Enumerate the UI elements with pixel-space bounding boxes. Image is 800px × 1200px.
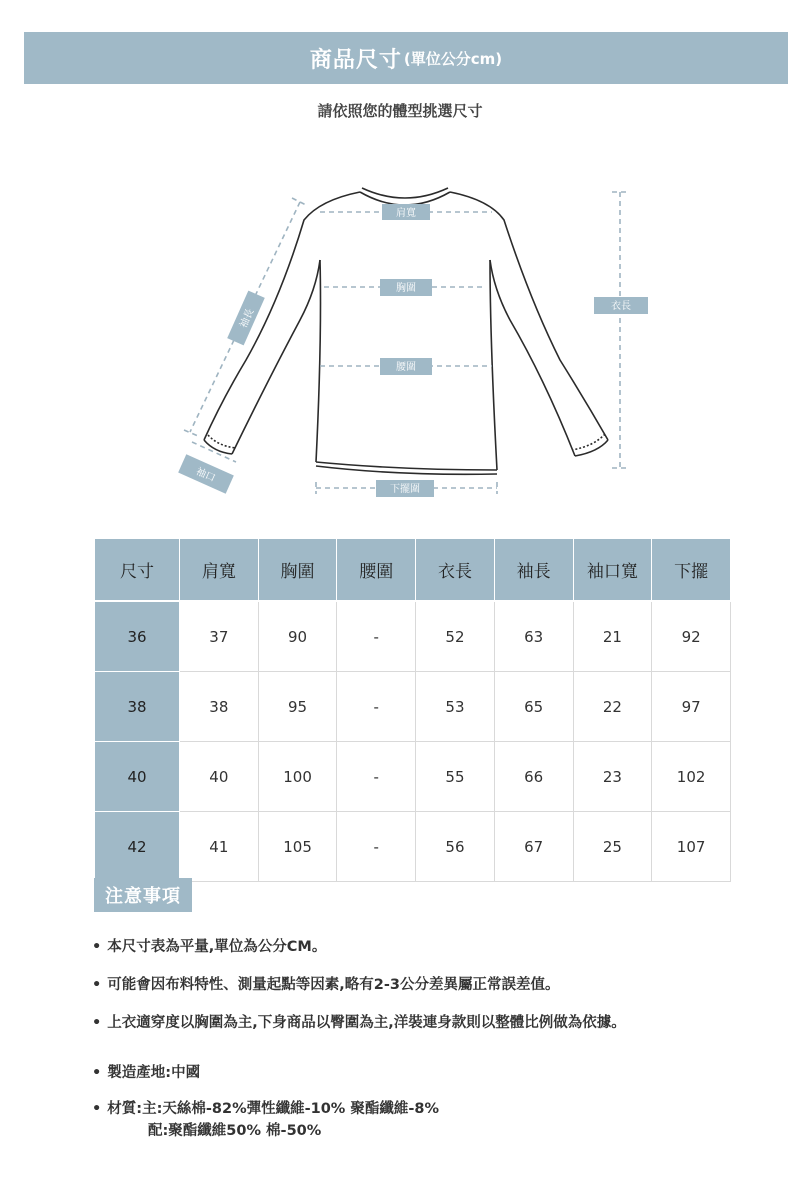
size-cell: 42 [95,812,180,882]
table-row [95,672,731,742]
table-cell: 66 [494,742,573,812]
table-cell: 41 [180,812,259,882]
bullet: • [92,1101,102,1117]
table-row [95,742,731,812]
table-cell: 65 [494,672,573,742]
svg-text:腰圍: 腰圍 [396,362,416,373]
table-cell: 37 [180,601,259,672]
label-chest [380,279,432,296]
table-cell: 67 [494,812,573,882]
table-header-row [95,539,731,602]
svg-text:肩寬: 肩寬 [396,208,416,219]
table-cell: 97 [652,672,731,742]
size-table [94,538,731,882]
table-cell: 52 [416,601,495,672]
table-cell: 25 [573,812,652,882]
col-header-chest: 胸圍 [258,539,337,602]
table-cell: 92 [652,601,731,672]
col-header-hem: 下擺 [652,539,731,602]
table-cell: 102 [652,742,731,812]
table-cell: 63 [494,601,573,672]
size-cell: 38 [95,672,180,742]
note-item: • 上衣適穿度以胸圍為主,下身商品以臀圍為主,洋裝連身款則以整體比例做為依據。 [92,1015,626,1031]
note-item-material: • 材質:主:天絲棉-82%彈性纖維-10% 聚酯纖維-8% [92,1101,440,1117]
svg-text:袖口: 袖口 [194,466,217,485]
shirt-outline-icon [204,188,608,474]
note-item: • 可能會因布料特性、測量起點等因素,略有2-3公分差異屬正常誤差值。 [92,977,560,993]
table-cell: 21 [573,601,652,672]
bullet: • [92,1015,102,1031]
svg-text:胸圍: 胸圍 [396,283,416,294]
col-header-size: 尺寸 [95,539,180,602]
svg-text:衣長: 衣長 [611,301,631,312]
table-cell: 107 [652,812,731,882]
table-cell: 22 [573,672,652,742]
table-cell: 53 [416,672,495,742]
col-header-waist: 腰圍 [337,539,416,602]
svg-text:袖長: 袖長 [238,307,257,330]
table-cell: - [337,812,416,882]
table-cell: 105 [258,812,337,882]
table-row [95,812,731,882]
table-cell: - [337,601,416,672]
table-cell: 40 [180,742,259,812]
label-sleeve [227,291,265,346]
table-cell: 90 [258,601,337,672]
table-cell: 23 [573,742,652,812]
col-header-sleeve: 袖長 [494,539,573,602]
table-cell: 38 [180,672,259,742]
page-title: 商品尺寸 [309,47,402,73]
size-cell: 36 [95,601,180,672]
note-item-material-sub: 配:聚酯纖維50% 棉-50% [148,1123,322,1139]
svg-text:下擺圍: 下擺圍 [390,484,420,495]
notice-title: 注意事項 [94,878,192,912]
measurement-lines [184,192,628,494]
label-waist [380,358,432,375]
bullet: • [92,977,102,993]
unit-label: (單位公分cm) [403,49,503,68]
label-hem [376,480,434,497]
col-header-length: 衣長 [416,539,495,602]
col-header-shoulder: 肩寬 [180,539,259,602]
table-cell: 95 [258,672,337,742]
table-row [95,601,731,672]
size-cell: 40 [95,742,180,812]
bullet: • [92,1065,102,1081]
label-cuff [178,454,234,493]
label-shoulder [382,204,430,220]
table-cell: 100 [258,742,337,812]
table-cell: - [337,742,416,812]
label-length [594,297,648,314]
bullet: • [92,939,102,955]
table-cell: - [337,672,416,742]
col-header-cuff: 袖口寬 [573,539,652,602]
subtitle: 請依照您的體型挑選尺寸 [317,102,483,120]
header-bar [24,32,788,84]
table-cell: 56 [416,812,495,882]
garment-diagram [0,150,800,510]
table-cell: 55 [416,742,495,812]
note-item: • 本尺寸表為平量,單位為公分CM。 [92,939,327,955]
note-item-origin: • 製造產地:中國 [92,1065,201,1081]
